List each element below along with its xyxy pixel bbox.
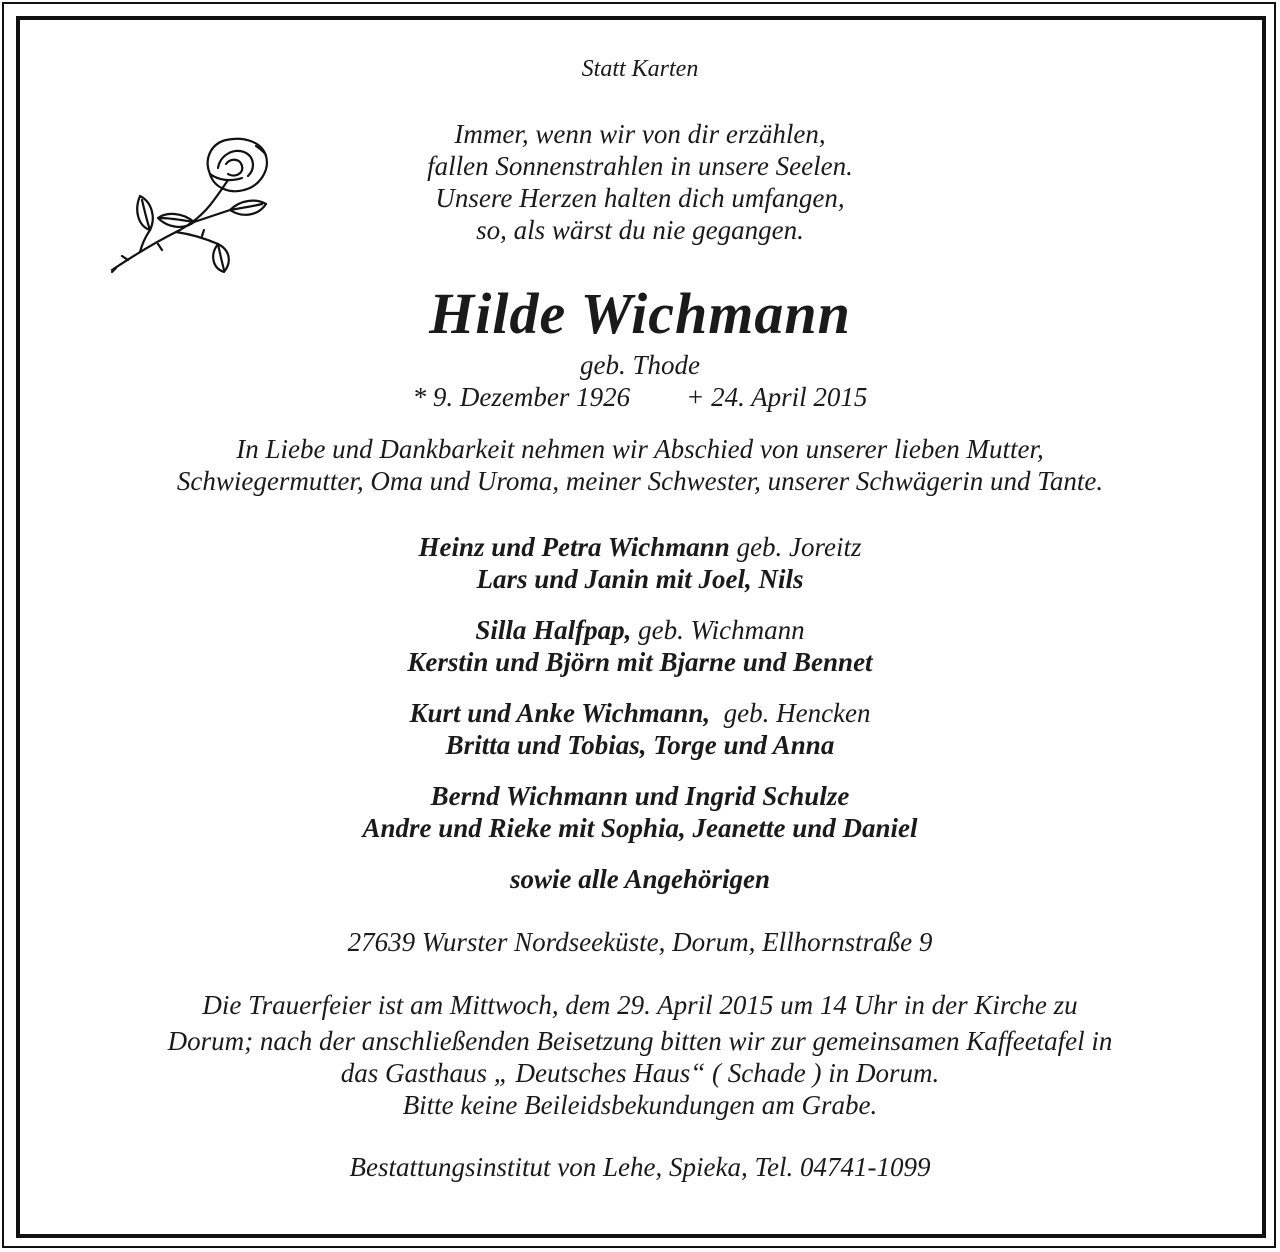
maiden-name: geb. Hencken <box>723 698 871 728</box>
poem-line: Immer, wenn wir von dir erzählen, <box>454 119 826 149</box>
ceremony-line: Dorum; nach der anschließenden Beisetzung bitten wir zur gemeinsamen Kaffeetafel in <box>167 1026 1113 1056</box>
deceased-name: Hilde Wichmann <box>429 281 851 346</box>
poem-line: so, als wärst du nie gegangen. <box>476 215 804 245</box>
maiden-name: geb. Joreitz <box>736 532 862 562</box>
family-names: Silla Halfpap, geb. Wichmann <box>475 615 805 645</box>
ceremony-line: Die Trauerfeier ist am Mittwoch, dem 29. April 2015 um 14 Uhr in der Kirche zu <box>202 990 1078 1020</box>
maiden-name: geb. Thode <box>580 350 700 380</box>
family-children: Britta und Tobias, Torge und Anna <box>445 730 835 760</box>
ceremony-line: das Gasthaus „ Deutsches Haus“ ( Schade ) in Dorum. <box>340 1058 940 1088</box>
funeral-home: Bestattungsinstitut von Lehe, Spieka, Tel. 04741-1099 <box>349 1152 931 1182</box>
birth-date: * 9. Dezember 1926 <box>412 382 631 412</box>
address: 27639 Wurster Nordseeküste, Dorum, Ellhornstraße 9 <box>347 927 933 957</box>
statt-karten: Statt Karten <box>581 56 699 82</box>
family-children: Andre und Rieke mit Sophia, Jeanette und Daniel <box>362 813 918 843</box>
life-dates <box>20 382 1260 413</box>
farewell-line: In Liebe und Dankbarkeit nehmen wir Abschied von unserer lieben Mutter, <box>236 434 1044 464</box>
family-names: Bernd Wichmann und Ingrid Schulze <box>430 781 850 811</box>
ceremony-line: Bitte keine Beileidsbekundungen am Grabe. <box>402 1090 878 1120</box>
family-children: Kerstin und Björn mit Bjarne und Bennet <box>407 647 873 677</box>
death-date: + 24. April 2015 <box>686 382 868 412</box>
maiden-name: geb. Wichmann <box>638 615 805 645</box>
family-names: Heinz und Petra Wichmann geb. Joreitz <box>418 532 862 562</box>
family-names: Kurt und Anke Wichmann, geb. Hencken <box>409 698 871 728</box>
family-children: Lars und Janin mit Joel, Nils <box>476 564 804 594</box>
poem-line: Unsere Herzen halten dich umfangen, <box>435 183 845 213</box>
farewell-line: Schwiegermutter, Oma und Uroma, meiner Schwester, unserer Schwägerin und Tante. <box>176 466 1104 496</box>
relatives: sowie alle Angehörigen <box>509 864 771 894</box>
poem-line: fallen Sonnenstrahlen in unsere Seelen. <box>427 151 853 181</box>
